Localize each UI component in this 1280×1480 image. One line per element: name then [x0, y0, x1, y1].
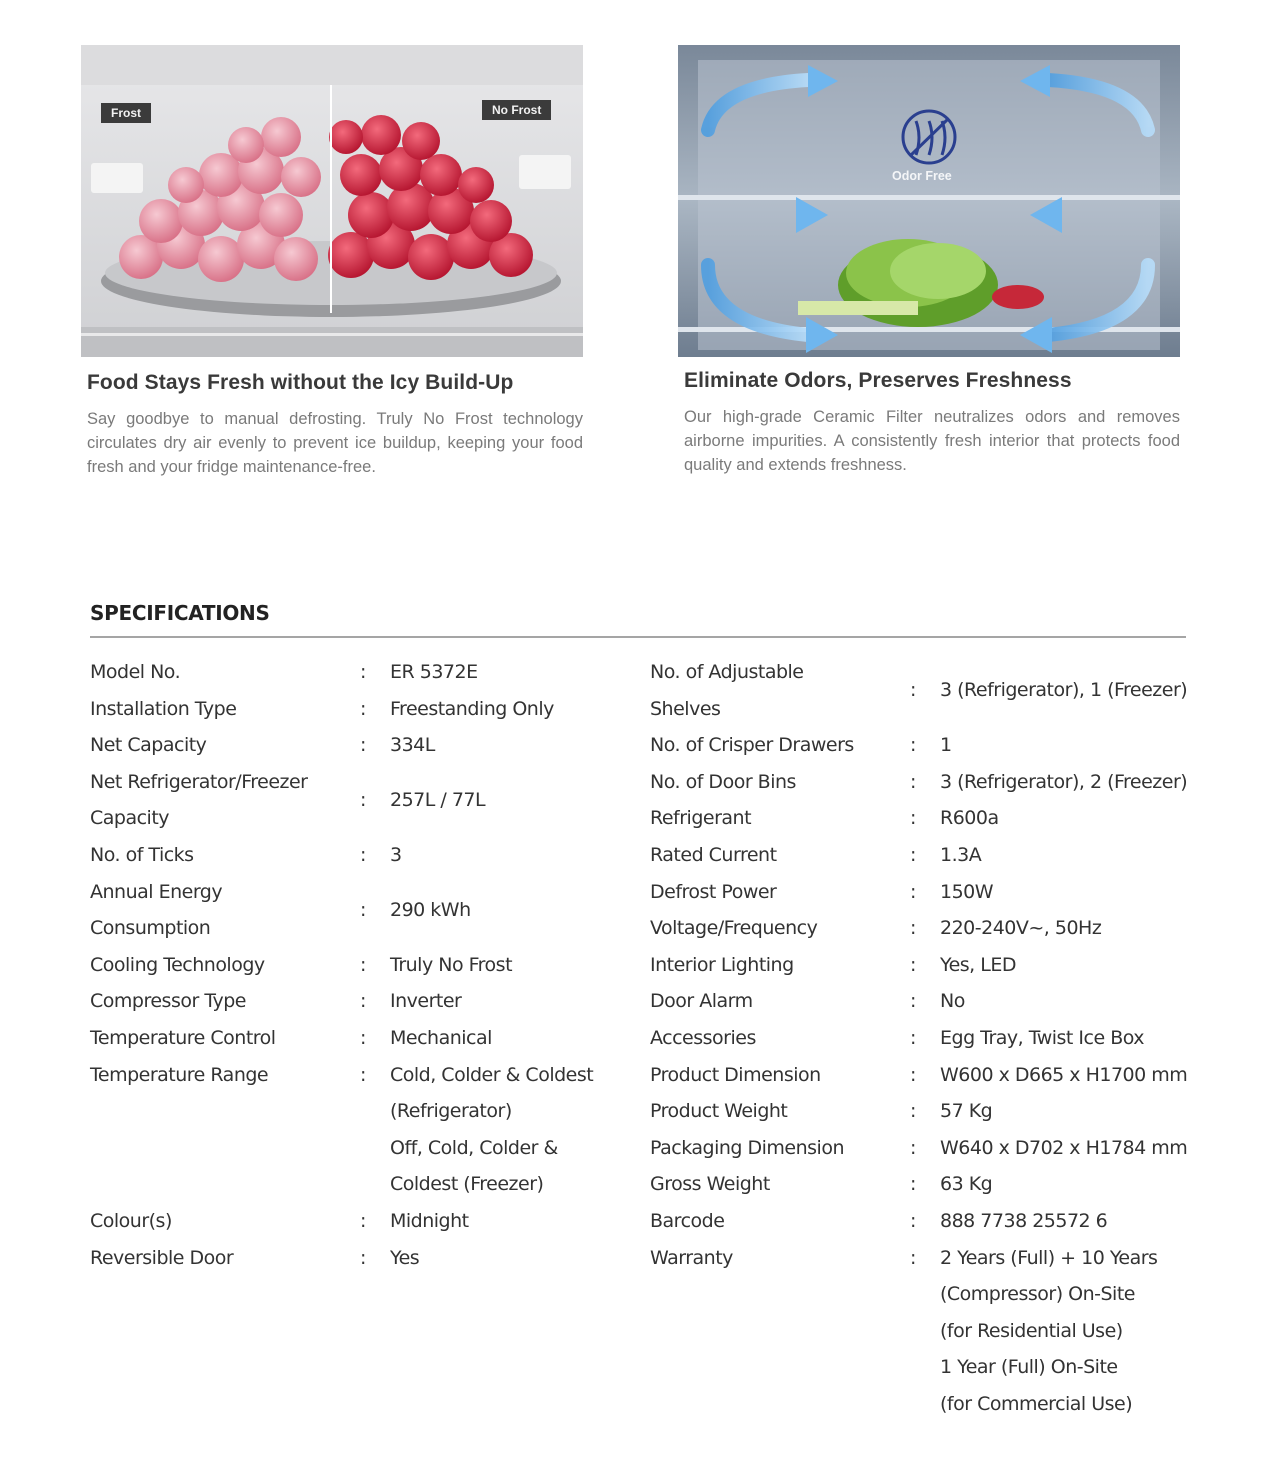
spec-colon: : — [910, 770, 916, 793]
spec-label: Defrost Power — [650, 880, 777, 903]
spec-value: W600 x D665 x H1700 mm — [940, 1063, 1188, 1086]
spec-colon: : — [360, 734, 366, 757]
spec-row — [650, 1020, 1210, 1057]
spec-label: Door Alarm — [650, 990, 753, 1013]
spec-row — [90, 1203, 630, 1240]
spec-value: 3 (Refrigerator), 1 (Freezer) — [940, 679, 1188, 702]
spec-row — [90, 874, 630, 947]
spec-row — [650, 1130, 1210, 1167]
feature-title: Food Stays Fresh without the Icy Build-Up — [87, 371, 514, 394]
spec-value-line: Cold, Colder & Coldest — [390, 1063, 594, 1086]
spec-value — [390, 1057, 593, 1203]
spec-value — [940, 1240, 1157, 1423]
spec-colon: : — [910, 843, 916, 866]
spec-label: Product Dimension — [650, 1063, 821, 1086]
spec-value: 3 (Refrigerator), 2 (Freezer) — [940, 770, 1188, 793]
specifications-heading: SPECIFICATIONS — [90, 601, 270, 625]
spec-value: 290 kWh — [390, 898, 471, 921]
spec-value: 63 Kg — [940, 1173, 993, 1196]
spec-value: Freestanding Only — [390, 697, 554, 720]
spec-label: Gross Weight — [650, 1173, 770, 1196]
spec-label: Temperature Control — [90, 1026, 276, 1049]
spec-colon: : — [360, 898, 366, 921]
spec-colon: : — [910, 990, 916, 1013]
spec-label: Accessories — [650, 1026, 756, 1049]
spec-value: W640 x D702 x H1784 mm — [940, 1136, 1188, 1159]
spec-label: Refrigerant — [650, 807, 752, 830]
odor-free-fridge-photo — [678, 45, 1180, 357]
spec-row — [650, 837, 1210, 874]
spec-value: 1.3A — [940, 843, 982, 866]
spec-label: Colour(s) — [90, 1209, 172, 1232]
specs-left-column — [90, 654, 630, 1276]
spec-row — [650, 947, 1210, 984]
spec-label: No. of Ticks — [90, 843, 194, 866]
spec-value: Yes — [390, 1246, 420, 1269]
spec-colon: : — [360, 1026, 366, 1049]
spec-row — [90, 1020, 630, 1057]
spec-value-line: 1 Year (Full) On-Site — [940, 1356, 1118, 1379]
spec-colon: : — [910, 1100, 916, 1123]
spec-label: No. of Crisper Drawers — [650, 734, 854, 757]
spec-label: Product Weight — [650, 1100, 788, 1123]
spec-label: Barcode — [650, 1209, 725, 1232]
spec-value: 150W — [940, 880, 994, 903]
spec-value: Midnight — [390, 1209, 469, 1232]
spec-colon: : — [910, 807, 916, 830]
spec-row — [650, 874, 1210, 911]
spec-row — [650, 1057, 1210, 1094]
spec-label: Warranty — [650, 1246, 733, 1269]
spec-label: Packaging Dimension — [650, 1136, 844, 1159]
divider — [90, 636, 1186, 638]
spec-value-line: Off, Cold, Colder & — [390, 1136, 558, 1159]
feature-text: Our high-grade Ceramic Filter neutralizes odors and removes airborne impurities. A consistently fresh interior that protects food quality and extends freshness. — [684, 408, 1180, 474]
spec-label: Temperature Range — [90, 1063, 269, 1086]
spec-colon: : — [910, 1173, 916, 1196]
spec-row — [90, 837, 630, 874]
spec-label-line: Shelves — [650, 697, 721, 720]
spec-row — [90, 727, 630, 764]
frost-tag: Frost — [101, 103, 151, 123]
spec-colon: : — [360, 1246, 366, 1269]
no-frost-tag: No Frost — [482, 100, 551, 120]
frost-vs-no-frost-photo — [81, 45, 583, 357]
spec-label-line: Capacity — [90, 807, 170, 830]
spec-colon: : — [360, 697, 366, 720]
spec-value: 1 — [940, 734, 952, 757]
feature-odor-free — [678, 45, 1180, 477]
spec-row — [90, 1240, 630, 1277]
spec-row — [90, 764, 630, 837]
spec-label-line: Annual Energy — [90, 880, 223, 903]
spec-colon: : — [910, 1026, 916, 1049]
spec-label — [650, 654, 910, 727]
spec-value: 220-240V~, 50Hz — [940, 917, 1102, 940]
spec-row — [650, 983, 1210, 1020]
spec-value: Mechanical — [390, 1026, 492, 1049]
spec-label-line: Net Refrigerator/Freezer — [90, 770, 308, 793]
spec-value: 257L / 77L — [390, 789, 486, 812]
spec-colon: : — [910, 917, 916, 940]
spec-label — [90, 874, 360, 947]
spec-label: Model No. — [90, 661, 181, 683]
spec-colon: : — [360, 1209, 366, 1232]
spec-label: Reversible Door — [90, 1246, 234, 1269]
spec-value: Inverter — [390, 990, 462, 1013]
spec-label: No. of Door Bins — [650, 770, 796, 793]
spec-row — [90, 691, 630, 728]
spec-row — [650, 1093, 1210, 1130]
spec-value-line: (for Residential Use) — [940, 1319, 1123, 1342]
spec-value-line: Coldest (Freezer) — [390, 1173, 544, 1196]
spec-value-line: (Compressor) On-Site — [940, 1283, 1135, 1306]
spec-value: 3 — [390, 843, 402, 866]
spec-colon: : — [910, 1209, 916, 1232]
spec-label: Compressor Type — [90, 990, 246, 1013]
spec-colon: : — [360, 990, 366, 1013]
spec-value: R600a — [940, 807, 999, 830]
spec-row — [650, 1240, 1210, 1423]
spec-colon: : — [360, 1063, 366, 1086]
spec-colon: : — [910, 953, 916, 976]
spec-colon: : — [910, 734, 916, 757]
spec-value: 57 Kg — [940, 1100, 993, 1123]
feature-title: Eliminate Odors, Preserves Freshness — [684, 369, 1072, 392]
spec-value-line: 2 Years (Full) + 10 Years — [940, 1246, 1158, 1269]
spec-label-line: Consumption — [90, 917, 211, 940]
spec-value-line: (Refrigerator) — [390, 1100, 512, 1123]
spec-colon: : — [360, 789, 366, 812]
spec-colon: : — [910, 880, 916, 903]
spec-row — [90, 983, 630, 1020]
feature-no-frost — [81, 45, 583, 479]
spec-label: Cooling Technology — [90, 953, 265, 976]
spec-row — [90, 947, 630, 984]
spec-label: Installation Type — [90, 697, 237, 720]
spec-label: Interior Lighting — [650, 953, 794, 976]
spec-value: 334L — [390, 734, 435, 757]
spec-value: No — [940, 990, 965, 1013]
spec-value: Yes, LED — [940, 953, 1016, 976]
spec-value: 888 7738 25572 6 — [940, 1209, 1108, 1232]
spec-value-line: (for Commercial Use) — [940, 1392, 1133, 1415]
spec-colon: : — [910, 1246, 916, 1269]
spec-label-line: No. of Adjustable — [650, 661, 804, 683]
spec-colon: : — [910, 679, 916, 702]
spec-colon: : — [360, 953, 366, 976]
feature-text: Say goodbye to manual defrosting. Truly No Frost technology circulates dry air evenly to prevent ice buildup, keeping your food fresh and your fridge maintenance-free. — [87, 410, 583, 476]
odor-free-label: Odor Free — [892, 169, 952, 183]
spec-colon: : — [910, 1136, 916, 1159]
spec-row — [650, 1166, 1210, 1203]
spec-colon: : — [910, 1063, 916, 1086]
spec-row — [650, 727, 1210, 764]
spec-row — [90, 1057, 630, 1203]
spec-row — [90, 654, 630, 691]
spec-label: Voltage/Frequency — [650, 917, 818, 940]
spec-value: Truly No Frost — [390, 953, 513, 976]
spec-row — [650, 764, 1210, 801]
spec-value: Egg Tray, Twist Ice Box — [940, 1026, 1145, 1049]
spec-row — [650, 800, 1210, 837]
spec-colon: : — [360, 843, 366, 866]
spec-row — [650, 654, 1210, 727]
spec-label — [90, 764, 360, 837]
specs-right-column — [650, 654, 1210, 1422]
spec-row — [650, 1203, 1210, 1240]
spec-label: Rated Current — [650, 843, 777, 866]
spec-label: Net Capacity — [90, 734, 207, 757]
spec-colon: : — [360, 661, 366, 683]
spec-value: ER 5372E — [390, 661, 478, 683]
spec-row — [650, 910, 1210, 947]
